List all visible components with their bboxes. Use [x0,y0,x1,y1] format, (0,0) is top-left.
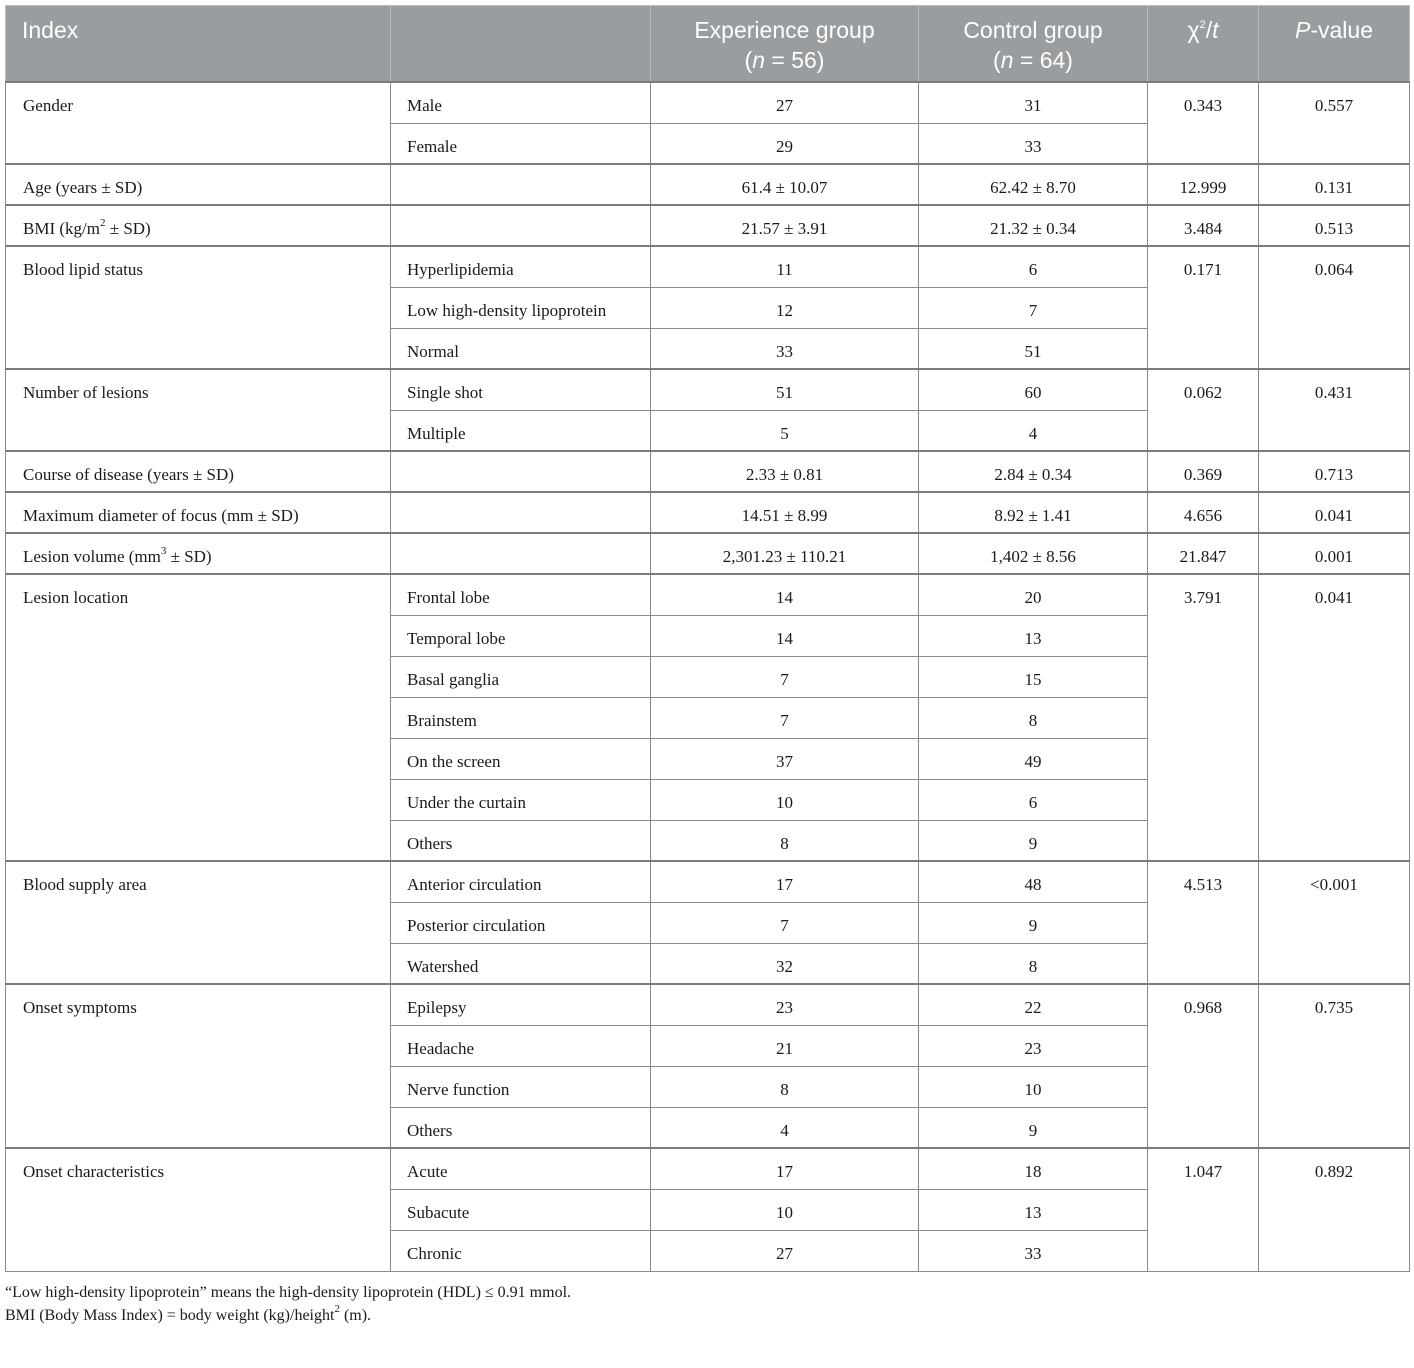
exp-value: 7 [651,697,919,738]
sub-label-empty [391,451,651,492]
ctl-value: 62.42 ± 8.70 [919,164,1148,205]
p-value: 0.892 [1259,1148,1410,1271]
exp-value: 37 [651,738,919,779]
sub-label-empty [391,205,651,246]
stat-value: 1.047 [1148,1148,1259,1271]
ctl-value: 20 [919,574,1148,615]
exp-value: 5 [651,410,919,451]
sub-label: Nerve function [391,1066,651,1107]
ctl-value: 13 [919,615,1148,656]
sub-label: Low high-density lipoprotein [391,287,651,328]
ctl-value: 18 [919,1148,1148,1189]
stat-value: 0.369 [1148,451,1259,492]
ctl-value: 33 [919,1230,1148,1271]
stat-value: 4.513 [1148,861,1259,984]
exp-value: 10 [651,1189,919,1230]
ctl-value: 4 [919,410,1148,451]
table-header-row [6,6,1410,83]
exp-value: 51 [651,369,919,410]
exp-value: 14.51 ± 8.99 [651,492,919,533]
p-value: <0.001 [1259,861,1410,984]
ctl-value: 9 [919,820,1148,861]
p-value: 0.557 [1259,82,1410,164]
p-value: 0.713 [1259,451,1410,492]
stat-value: 0.062 [1148,369,1259,451]
exp-value: 14 [651,574,919,615]
p-value: 0.064 [1259,246,1410,369]
stat-value: 12.999 [1148,164,1259,205]
sub-label: Epilepsy [391,984,651,1025]
p-value: 0.041 [1259,574,1410,861]
sub-label: Female [391,123,651,164]
sub-label: On the screen [391,738,651,779]
exp-value: 8 [651,1066,919,1107]
table-row [6,1148,1410,1189]
sub-label: Brainstem [391,697,651,738]
exp-value: 7 [651,656,919,697]
exp-value: 27 [651,82,919,123]
exp-value: 2,301.23 ± 110.21 [651,533,919,574]
exp-value: 23 [651,984,919,1025]
row-label-location: Lesion location [6,574,391,861]
header-p-value: P-value [1259,6,1410,83]
p-value: 0.001 [1259,533,1410,574]
sub-label: Normal [391,328,651,369]
row-label-course: Course of disease (years ± SD) [6,451,391,492]
ctl-value: 49 [919,738,1148,779]
exp-value: 17 [651,1148,919,1189]
ctl-value: 33 [919,123,1148,164]
table-footnotes [5,1281,1409,1327]
row-label-lipid: Blood lipid status [6,246,391,369]
ctl-value: 8 [919,697,1148,738]
table-row [6,205,1410,246]
p-value: 0.041 [1259,492,1410,533]
exp-value: 12 [651,287,919,328]
exp-value: 2.33 ± 0.81 [651,451,919,492]
table-row [6,984,1410,1025]
header-experience-group: Experience group (n = 56) [651,6,919,83]
exp-value: 21 [651,1025,919,1066]
table-row [6,574,1410,615]
sub-label: Male [391,82,651,123]
row-label-bmi: BMI $(kg/m^2 \pm SD)$ [6,205,391,246]
sub-label-empty [391,164,651,205]
sub-label: Subacute [391,1189,651,1230]
sub-label: Frontal lobe [391,574,651,615]
table-row [6,369,1410,410]
ctl-value: 22 [919,984,1148,1025]
header-subcategory [391,6,651,83]
row-label-gender: Gender [6,82,391,164]
ctl-value: 23 [919,1025,1148,1066]
row-label-supply: Blood supply area [6,861,391,984]
ctl-value: 60 [919,369,1148,410]
ctl-value: 1,402 ± 8.56 [919,533,1148,574]
exp-value: 32 [651,943,919,984]
sub-label: Anterior circulation [391,861,651,902]
row-label-age: Age (years ± SD) [6,164,391,205]
exp-value: 33 [651,328,919,369]
ctl-value: 31 [919,82,1148,123]
row-label-diameter: Maximum diameter of focus (mm ± SD) [6,492,391,533]
p-value: 0.735 [1259,984,1410,1148]
ctl-value: 21.32 ± 0.34 [919,205,1148,246]
p-value: 0.131 [1259,164,1410,205]
stat-value: 3.484 [1148,205,1259,246]
header-control-group: Control group (n = 64) [919,6,1148,83]
stat-value: 0.171 [1148,246,1259,369]
ctl-value: 13 [919,1189,1148,1230]
exp-value: 17 [651,861,919,902]
table-row [6,533,1410,574]
table-row [6,164,1410,205]
stat-value: 21.847 [1148,533,1259,574]
sub-label: Under the curtain [391,779,651,820]
exp-value: 14 [651,615,919,656]
row-label-symptoms: Onset symptoms [6,984,391,1148]
table-document [5,5,1409,1327]
stat-value: 0.343 [1148,82,1259,164]
sub-label: Temporal lobe [391,615,651,656]
stat-value: 4.656 [1148,492,1259,533]
exp-value: 8 [651,820,919,861]
sub-label: Multiple [391,410,651,451]
exp-value: 27 [651,1230,919,1271]
ctl-value: 9 [919,902,1148,943]
stat-value: 0.968 [1148,984,1259,1148]
p-value: 0.513 [1259,205,1410,246]
sub-label-empty [391,533,651,574]
table-row [6,492,1410,533]
sub-label: Posterior circulation [391,902,651,943]
table-row [6,861,1410,902]
row-label-characteristics: Onset characteristics [6,1148,391,1271]
exp-value: 11 [651,246,919,287]
sub-label-empty [391,492,651,533]
table-row [6,246,1410,287]
exp-value: 7 [651,902,919,943]
ctl-value: 8 [919,943,1148,984]
exp-value: 29 [651,123,919,164]
sub-label: Headache [391,1025,651,1066]
ctl-value: 48 [919,861,1148,902]
ctl-value: 7 [919,287,1148,328]
sub-label: Single shot [391,369,651,410]
p-value: 0.431 [1259,369,1410,451]
sub-label: Watershed [391,943,651,984]
ctl-value: 10 [919,1066,1148,1107]
footnote-hdl: “Low high-density lipoprotein” means the high-density lipoprotein (HDL) ≤ 0.91 mmol. [5,1283,572,1301]
ctl-value: 51 [919,328,1148,369]
footnote-bmi: BMI (Body Mass Index) = body weight (kg)/height$^2$ (m). [5,1303,372,1324]
sub-label: Acute [391,1148,651,1189]
stat-value: 3.791 [1148,574,1259,861]
row-label-lesions: Number of lesions [6,369,391,451]
ctl-value: 2.84 ± 0.34 [919,451,1148,492]
exp-value: 61.4 ± 10.07 [651,164,919,205]
row-label-volume: Lesion volume $(mm^3 \pm SD)$ [6,533,391,574]
ctl-value: 8.92 ± 1.41 [919,492,1148,533]
sub-label: Others [391,820,651,861]
exp-value: 21.57 ± 3.91 [651,205,919,246]
sub-label: Others [391,1107,651,1148]
ctl-value: 15 [919,656,1148,697]
exp-value: 4 [651,1107,919,1148]
sub-label: Chronic [391,1230,651,1271]
header-statistic: $\chi^2/t$ [1148,6,1259,83]
exp-value: 10 [651,779,919,820]
ctl-value: 6 [919,779,1148,820]
header-index: Index [6,6,391,83]
ctl-value: 9 [919,1107,1148,1148]
ctl-value: 6 [919,246,1148,287]
sub-label: Hyperlipidemia [391,246,651,287]
baseline-characteristics-table [5,5,1410,1272]
sub-label: Basal ganglia [391,656,651,697]
table-row [6,82,1410,123]
table-row [6,451,1410,492]
